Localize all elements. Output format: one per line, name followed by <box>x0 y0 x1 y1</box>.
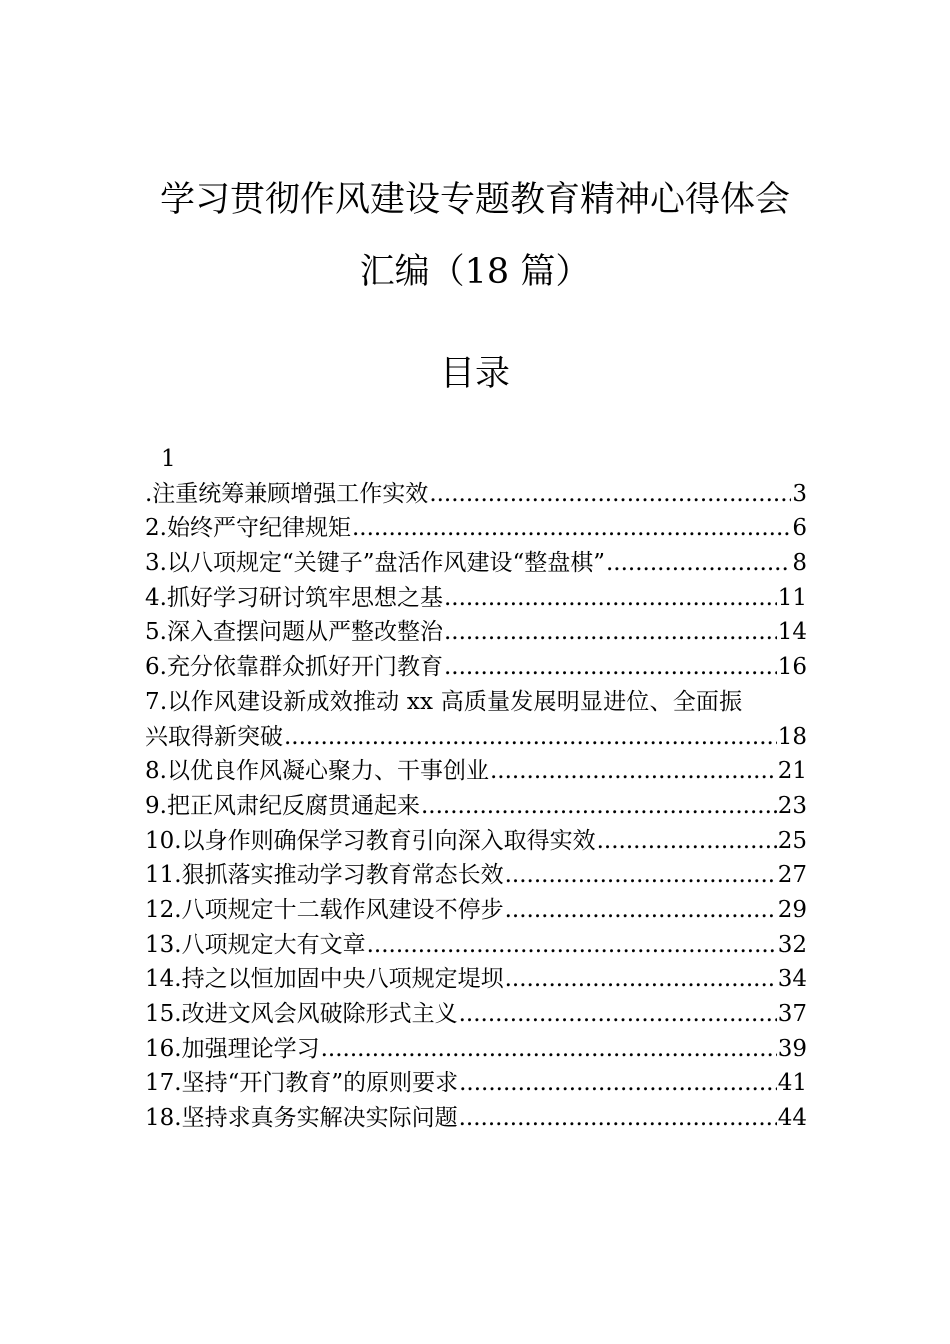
toc-entry-page: 8 <box>792 550 807 577</box>
toc-entry-label: 6.充分依靠群众抓好开门教育 <box>145 654 443 681</box>
toc-entry-page: 41 <box>777 1070 807 1097</box>
toc-leader-dots <box>284 720 777 755</box>
toc-entry-page: 18 <box>777 723 807 750</box>
toc-leader-dots <box>490 754 777 789</box>
toc-entry-page: 21 <box>777 758 807 785</box>
toc-entry-5[interactable] <box>145 615 807 650</box>
toc-leader-dots <box>352 511 791 546</box>
toc-entry-label: 18.坚持求真务实解决实际问题 <box>145 1105 458 1132</box>
toc-entry-label: 12.八项规定十二载作风建设不停步 <box>145 896 504 923</box>
document-title-line-2: 汇编（18 篇） <box>359 252 591 292</box>
toc-entry-page: 25 <box>777 827 807 854</box>
toc-entry-16[interactable] <box>145 1032 807 1067</box>
toc-entry-17[interactable] <box>145 1066 807 1101</box>
toc-entry-page: 44 <box>777 1105 807 1132</box>
toc-leader-dots <box>444 615 777 650</box>
toc-entry-label: 17.坚持“开门教育”的原则要求 <box>145 1070 459 1097</box>
toc-entry-page: 34 <box>777 966 807 993</box>
toc-entry-13[interactable] <box>145 928 807 963</box>
toc-entry-3[interactable] <box>145 546 807 581</box>
toc-entry-14[interactable] <box>145 962 807 997</box>
toc-leader-dots <box>321 1032 777 1067</box>
toc-leader-dots <box>444 581 777 616</box>
toc-entry-label: 11.狠抓落实推动学习教育常态长效 <box>145 862 504 889</box>
toc-entry-8[interactable] <box>145 754 807 789</box>
toc-entry-label: 5.深入查摆问题从严整改整治 <box>145 619 443 646</box>
toc-entry-15[interactable] <box>145 997 807 1032</box>
toc-entry-label-line-1: 7.以作风建设新成效推动 xx 高质量发展明显进位、全面振 <box>145 688 743 715</box>
toc-entry-10[interactable] <box>145 824 807 859</box>
toc-entry-page: 27 <box>777 862 807 889</box>
toc-entry-page: 6 <box>792 515 807 542</box>
table-of-contents <box>145 442 807 1136</box>
toc-entry-4[interactable] <box>145 581 807 616</box>
toc-entry-page: 39 <box>777 1035 807 1062</box>
toc-entry-9[interactable] <box>145 789 807 824</box>
toc-entry-label: 2.始终严守纪律规矩 <box>145 515 351 542</box>
toc-entry-label: 10.以身作则确保学习教育引向深入取得实效 <box>145 827 596 854</box>
toc-entry-label: 9.把正风肃纪反腐贯通起来 <box>145 792 420 819</box>
toc-entry-7-continuation <box>145 720 807 755</box>
toc-leader-dots <box>606 546 791 581</box>
toc-entry-12[interactable] <box>145 893 807 928</box>
toc-entry-page: 11 <box>777 584 807 611</box>
toc-leader-dots <box>459 997 777 1032</box>
toc-leader-dots <box>459 1066 777 1101</box>
toc-entry-label: 4.抓好学习研讨筑牢思想之基 <box>145 584 443 611</box>
toc-entry-label: 14.持之以恒加固中央八项规定堤坝 <box>145 966 504 993</box>
toc-entry-label: 3.以八项规定“关键子”盘活作风建设“整盘棋” <box>145 550 605 577</box>
toc-leader-dots <box>367 928 777 963</box>
toc-leader-dots <box>505 858 777 893</box>
toc-entry-page: 16 <box>777 654 807 681</box>
toc-leader-dots <box>505 962 777 997</box>
toc-leader-dots <box>505 893 777 928</box>
toc-entry-label: 13.八项规定大有文章 <box>145 931 366 958</box>
toc-entry-label: .注重统筹兼顾增强工作实效 <box>145 480 429 507</box>
toc-entry-11[interactable] <box>145 858 807 893</box>
toc-first-number: 1 <box>161 446 176 472</box>
toc-entry-18[interactable] <box>145 1101 807 1136</box>
toc-leader-dots <box>421 789 777 824</box>
toc-entry-page: 37 <box>777 1001 807 1027</box>
toc-entry-page: 14 <box>777 619 807 646</box>
toc-entry-page: 29 <box>777 896 807 923</box>
toc-leader-dots <box>429 477 791 512</box>
toc-entry-label: 兴取得新突破 <box>145 723 283 750</box>
document-title-line-1: 学习贯彻作风建设专题教育精神心得体会 <box>159 180 790 220</box>
toc-entry-page: 32 <box>777 931 807 958</box>
toc-entry-7[interactable] <box>145 685 807 754</box>
toc-entry-page: 23 <box>777 792 807 819</box>
toc-entry-label: 8.以优良作风凝心聚力、干事创业 <box>145 758 489 785</box>
toc-entry-label: 16.加强理论学习 <box>145 1035 320 1062</box>
toc-leader-dots <box>459 1101 777 1136</box>
toc-heading: 目录 <box>439 354 510 394</box>
toc-entry-6[interactable] <box>145 650 807 685</box>
toc-entry-2[interactable] <box>145 511 807 546</box>
toc-entry-label: 15.改进文风会风破除形式主义 <box>145 1001 458 1027</box>
toc-entry-1[interactable] <box>145 477 807 512</box>
toc-leader-dots <box>597 824 777 859</box>
toc-entry-page: 3 <box>792 480 807 507</box>
toc-leader-dots <box>444 650 777 685</box>
